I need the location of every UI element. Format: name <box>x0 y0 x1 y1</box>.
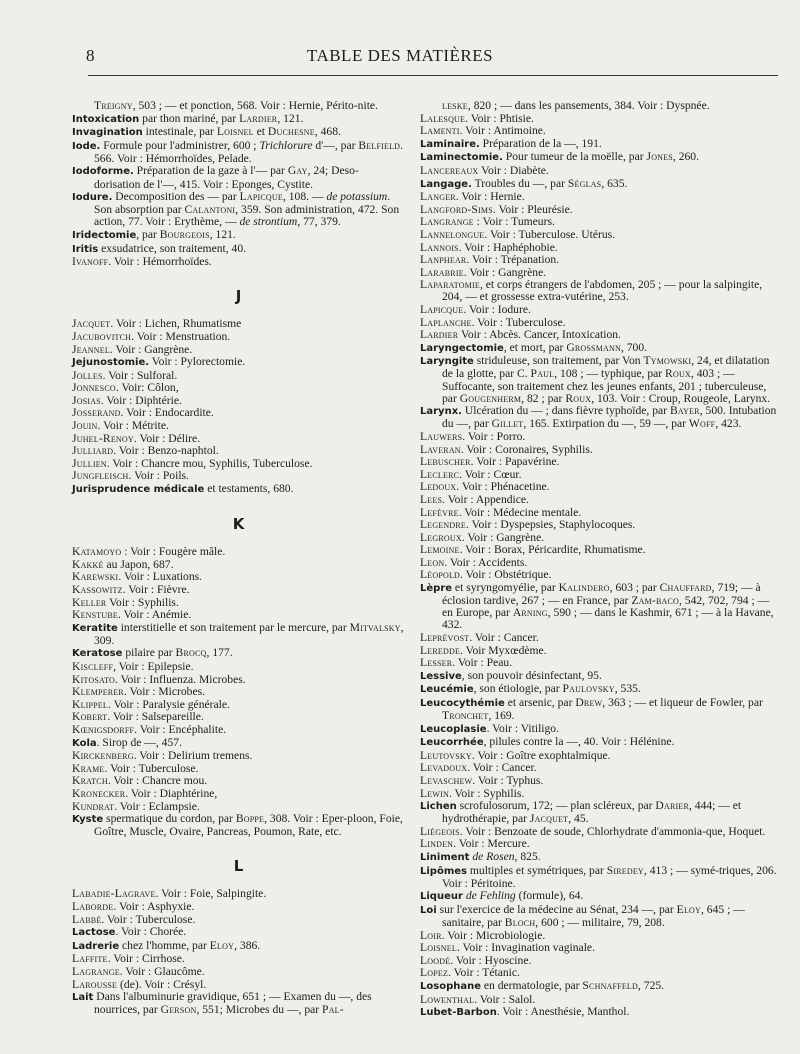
index-entry: Kenstube. Voir : Anémie. <box>72 608 192 622</box>
index-entry: Langer. Voir : Hernie. <box>420 190 525 204</box>
index-entry: Laminaire. Préparation de la —, 191. <box>420 136 602 150</box>
index-entry: Langrange : Voir : Tumeurs. <box>420 215 555 229</box>
index-entry: Keratose pilaire par Brocq, 177. <box>72 646 233 660</box>
index-entry: Lowenthal. Voir : Salol. <box>420 992 536 1006</box>
index-entry: Lardier Voir : Abcès. Cancer, Intoxication. <box>420 328 621 342</box>
index-entry: Lèpre et syryngomyélie, par Kalindero, 603 ; par Chauffard, 719; — à éclosion tardive, 267 ; — en France, par Zam-baco, 542, 702, 794 ; — en Europe, par Arning, 590 ; — dans le Kashmir, 671 ; — à la Havane, 432. <box>420 581 774 632</box>
index-entry: Iridectomie, par Bourgeois, 121. <box>72 227 236 241</box>
index-entry: Laminectomie. Pour tumeur de la moëlle, par Jones, 260. <box>420 150 699 164</box>
section-letter: K <box>232 515 245 534</box>
index-entry: Iode. Formule pour l'administrer, 600 ; Trichlorure d'—, par Belfield. 566. Voir : Hémorrhoïdes, Pelade. <box>72 138 404 165</box>
running-title: TABLE DES MATIÈRES <box>306 46 494 65</box>
index-entry: Iodure. Decomposition des — par Lapicque, 108. — de potassium. Son absorption par Calantoni, 359. Son administration, 472. Son action, 77. Voir : Erythème, — de strontium, 77, 379. <box>72 190 400 229</box>
index-entry: Lanphear. Voir : Trépanation. <box>420 253 560 267</box>
index-entry: Jeannel. Voir : Gangrène. <box>72 342 193 356</box>
index-entry: Legendre. Voir : Dyspepsies, Staphylocoques. <box>420 518 636 532</box>
index-entry: Klippel. Voir : Paralysie générale. <box>72 697 230 711</box>
index-entry: Krame. Voir : Tuberculose. <box>72 761 199 775</box>
index-entry: Lapicque. Voir : Iodure. <box>420 303 531 316</box>
index-entry: Larynx. Ulcération du — ; dans fièvre typhoïde, par Bayer, 500. Intubation du —, par Gillet, 165. Extirpation du —, 59 —, par Woff, 423. <box>420 404 777 431</box>
index-entry: Larousse (de). Voir : Crésyl. <box>72 977 207 991</box>
index-entry: Lauwers. Voir : Porro. <box>420 429 526 443</box>
index-entry: Losophane en dermatologie, par Schnaffeld, 725. <box>420 978 665 992</box>
index-entry: Labbé. Voir : Tuberculose. <box>72 912 196 926</box>
index-entry: Josias. Voir : Diphtérie. <box>72 393 182 407</box>
index-entry: Kundrat. Voir : Eclampsie. <box>72 799 200 813</box>
index-entry: Lagrange. Voir : Glaucôme. <box>72 965 205 979</box>
index-entry: Leucémie, son étiologie, par Paulovsky, 535. <box>420 682 641 696</box>
index-entry: Kyste spermatique du cordon, par Boppe, 308. Voir : Eper-ploon, Foie, Goître, Muscle, Ovaire, Pancreas, Poumon, Rate, etc. <box>72 812 403 839</box>
index-entry: Jejunostomie. Voir : Pylorectomie. <box>72 355 246 369</box>
index-entry: Labadie-Lagrave. Voir : Foie, Salpingite. <box>72 887 267 901</box>
index-entry: Lees. Voir : Appendice. <box>420 492 529 506</box>
index-entry: Langford-Sims. Voir : Pleurésie. <box>420 202 573 216</box>
index-entry: Lopez. Voir : Tétanic. <box>420 966 520 980</box>
index-entry: Jolles. Voir : Sulforal. <box>72 368 178 382</box>
index-entry: Leprévost. Voir : Cancer. <box>420 630 539 644</box>
section-letter: L <box>233 857 244 876</box>
index-entry: Ladrerie chez l'homme, par Eloy, 386. <box>72 938 261 952</box>
index-entry: Ledoux. Voir : Phénacetine. <box>420 480 550 494</box>
index-entry: Lessive, son pouvoir désinfectant, 95. <box>420 668 602 682</box>
index-entry: Laborde. Voir : Asphyxie. <box>72 900 195 914</box>
index-entry: Lancereaux Voir : Diabète. <box>420 163 549 177</box>
page-number: 8 <box>86 46 95 65</box>
index-entry: Josserand. Voir : Endocardite. <box>72 406 214 420</box>
index-entry: Levaschew. Voir : Typhus. <box>420 773 544 787</box>
index-entry: Lalesque. Voir : Phtisie. <box>420 111 534 125</box>
index-entry: Langage. Troubles du —, par Séglas, 635. <box>420 176 628 190</box>
index-entry: Linden. Voir : Mercure. <box>420 837 530 851</box>
index-entry: Klemperer. Voir : Microbes. <box>72 685 206 699</box>
index-entry: Leclerc. Voir : Cœur. <box>420 467 522 481</box>
index-entry: Legroux. Voir : Gangrène. <box>420 530 545 544</box>
index-entry: Lait Dans l'albuminurie gravidique, 651 ; — Examen du —, des nourrices, par Gerson, 551; Microbes du —, par Pal- <box>72 990 372 1017</box>
index-entry: Kola. Sirop de —, 457. <box>72 735 182 749</box>
index-entry: Kakké au Japon, 687. <box>72 557 174 571</box>
index-entry: leske, 820 ; — dans les pansements, 384. Voir : Dyspnée. <box>442 99 710 112</box>
index-entry: Intoxication par thon mariné, par Lardier, 121. <box>72 111 304 125</box>
index-entry: Ivanoff. Voir : Hémorrhoïdes. <box>72 255 212 269</box>
index-entry: Jacubovitch. Voir : Menstruation. <box>72 329 231 343</box>
index-entry: Kronecker. Voir : Diaphtérine, <box>72 787 218 800</box>
index-entry: Leucocythémie et arsenic, par Drew, 363 ; — et liqueur de Fowler, par Tronchet, 169. <box>420 695 763 722</box>
index-entry: Katamoyo : Voir : Fougère mâle. <box>72 545 226 559</box>
index-entry: Lefèvre. Voir : Médecine mentale. <box>420 505 582 519</box>
header-rule <box>88 75 778 76</box>
index-entry: Julliard. Voir : Benzo-naphtol. <box>72 444 219 458</box>
index-entry: Lannois. Voir : Haphéphobie. <box>420 240 558 254</box>
index-entry: Leutovsky. Voir : Goître exophtalmique. <box>420 748 611 762</box>
index-entry: Leucoplasie. Voir : Vitiligo. <box>420 721 560 735</box>
index-entry: Kœnigsdorff. Voir : Encéphalite. <box>72 723 227 737</box>
index-entry: Leucorrhée, pilules contre la —, 40. Voir : Hélénine. <box>420 735 675 749</box>
right-column <box>420 100 780 1020</box>
index-entry: Lemoine. Voir : Borax, Péricardite, Rhumatisme. <box>420 543 646 557</box>
index-entry: Loi sur l'exercice de la médecine au Sénat, 234 —, par Eloy, 645 ; — sanitaire, par Bloch, 600 ; — militaire, 79, 208. <box>420 902 745 929</box>
index-entry: Lamenti. Voir : Antimoine. <box>420 124 546 138</box>
index-entry: Leon. Voir : Accidents. <box>420 555 528 569</box>
index-entry: Iritis exsudatrice, son traitement, 40. <box>72 241 247 255</box>
index-entry: Keller Voir : Syphilis. <box>72 595 179 609</box>
index-entry: Lipômes multiples et symétriques, par Siredey, 413 ; — symé-triques, 206. Voir : Péritoine. <box>420 863 777 890</box>
index-entry: Lesser. Voir : Peau. <box>420 656 513 670</box>
index-entry: Lichen scrofulosorum, 172; — plan scléreux, par Darier, 444; — et hydrothérapie, par Jacquet, 45. <box>420 799 742 826</box>
left-column <box>72 100 405 1017</box>
index-entry: Levadoux. Voir : Cancer. <box>420 761 537 775</box>
section-letter: J <box>235 287 242 306</box>
index-entry: Jungfleisch. Voir : Poils. <box>72 469 189 483</box>
index-entry: Iodoforme. Préparation de la gaze à l'— par Gay, 24; Deso-dorisation de l'—, 415. Voir : Eponges, Cystite. <box>72 164 359 191</box>
index-entry: Lannelongue. Voir : Tuberculose. Utérus. <box>420 227 616 241</box>
index-entry: Léopold. Voir : Obstétrique. <box>420 568 552 582</box>
index-entry: Karewski. Voir : Luxations. <box>72 570 203 584</box>
index-entry: Jurisprudence médicale et testaments, 680. <box>72 482 294 496</box>
index-entry: Kiscleff, Voir : Epilepsie. <box>72 660 194 674</box>
index-entry: Jonnesco. Voir: Côlon, <box>72 381 179 395</box>
index-entry: Jullien. Voir : Chancre mou, Syphilis, Tuberculose. <box>72 456 313 470</box>
index-entry: Leredde. Voir Myxœdème. <box>420 643 547 657</box>
index-entry: Lewin. Voir : Syphilis. <box>420 786 525 800</box>
index-entry: Kitosato. Voir : Influenza. Microbes. <box>72 672 246 686</box>
index-entry: Laffite. Voir : Cirrhose. <box>72 952 185 966</box>
index-entry: Kratch. Voir : Chancre mou. <box>72 774 208 788</box>
index-entry: Loir. Voir : Microbiologie. <box>420 928 546 942</box>
index-entry: Liégeois. Voir : Benzoate de soude, Chlorhydrate d'ammonia-que, Hoquet. <box>420 824 766 838</box>
index-entry: Jacquet. Voir : Lichen, Rhumatisme <box>72 317 242 331</box>
index-entry: Laplanche. Voir : Tuberculose. <box>420 315 566 329</box>
index-entry: Treigny, 503 ; — et ponction, 568. Voir : Hernie, Périto-nite. <box>94 99 378 112</box>
index-entry: Kobert. Voir : Salsepareille. <box>72 710 204 724</box>
index-entry: Laveran. Voir : Coronaires, Syphilis. <box>420 442 593 456</box>
index-entry: Loisnel. Voir : Invagination vaginale. <box>420 941 595 955</box>
index-entry: Kirckenberg. Voir : Delirium tremens. <box>72 749 253 763</box>
index-entry: Jouin. Voir : Métrite. <box>72 419 169 433</box>
index-entry: Lebuscher. Voir : Papavérine. <box>420 455 560 469</box>
index-entry: Loodé. Voir : Hyoscine. <box>420 953 532 967</box>
index-entry: Lactose. Voir : Chorée. <box>72 925 187 939</box>
index-entry: Larabrie. Voir : Gangrène. <box>420 265 547 279</box>
index-entry: Invagination intestinale, par Loisnel et Duchesne, 468. <box>72 125 341 139</box>
index-entry: Juhel-Renoy. Voir : Délire. <box>72 431 201 445</box>
index-entry: Liniment de Rosen, 825. <box>420 850 541 864</box>
index-entry: Keratite interstitielle et son traitement par le mercure, par Mitvalsky, 309. <box>72 620 404 647</box>
index-entry: Kassowitz. Voir : Fièvre. <box>72 583 190 596</box>
index-entry: Laryngectomie, et mort, par Grossmann, 700. <box>420 340 648 354</box>
index-entry: Laparatomie, et corps étrangers de l'abdomen, 205 ; — pour la salpingite, 204, — et grossesse extra-vutérine, 253. <box>420 278 763 304</box>
index-entry: Laryngite striduleuse, son traitement, par Von Tymowski, 24, et dilatation de la glotte, par C. Paul, 108 ; — typhique, par Roux, 403 ; — Suffocante, son traitement chez les jeunes enfants, 201 ; tuberculeuse, par Gougenherm, 82 ; par Roux, 103. Voir : Croup, Rougeole, Larynx. <box>420 354 771 405</box>
index-entry: Lubet-Barbon. Voir : Anesthésie, Manthol. <box>420 1005 630 1019</box>
index-entry: Liqueur de Fehling (formule), 64. <box>420 889 584 903</box>
